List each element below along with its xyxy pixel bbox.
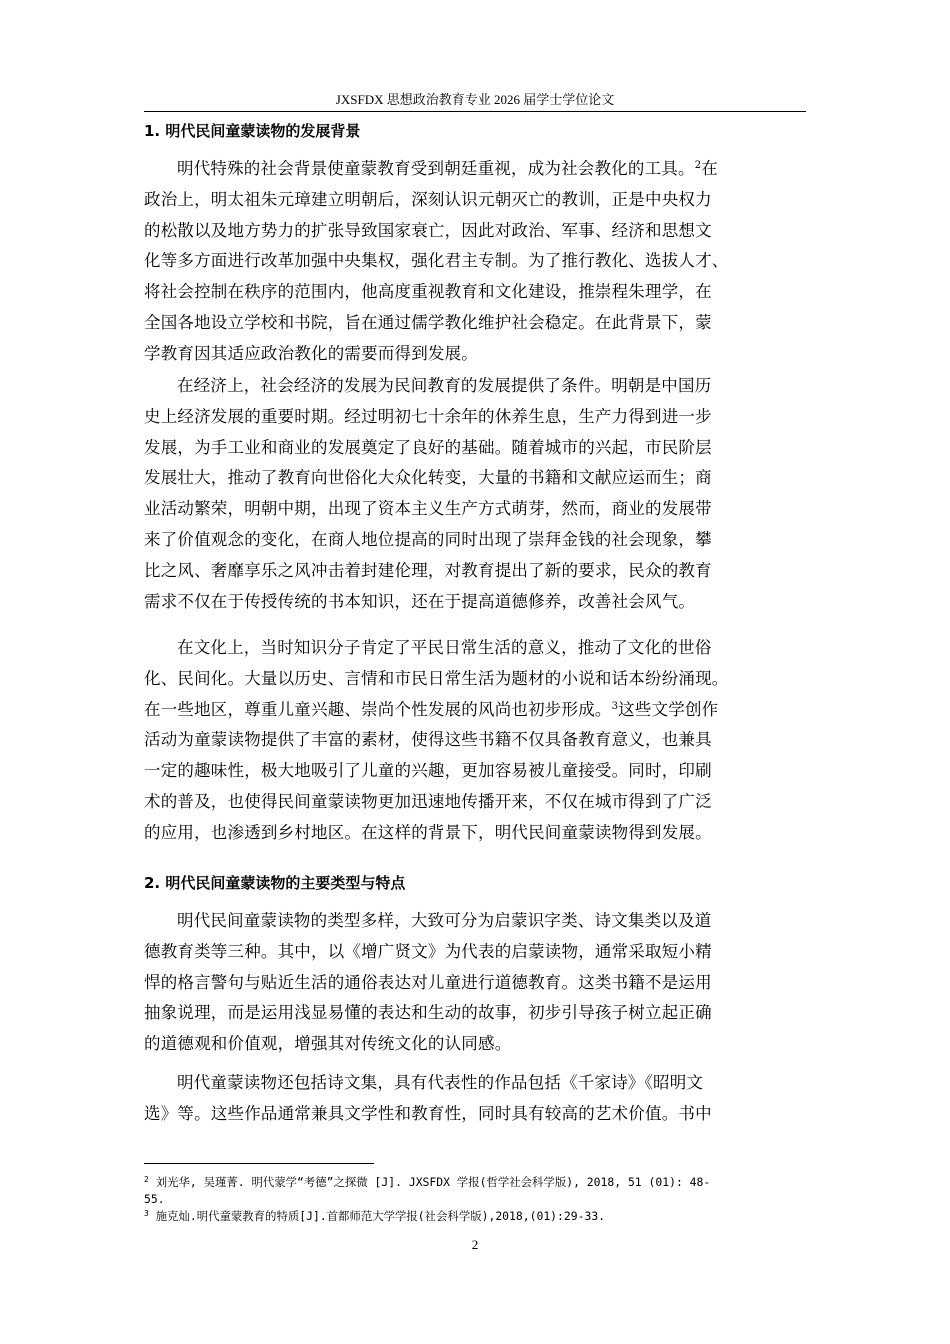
paragraph-line: 的道德观和价值观，增强其对传统文化的认同感。 bbox=[144, 1034, 512, 1054]
paragraph-line: 将社会控制在秩序的范围内，他高度重视教育和文化建设，推崇程朱理学，在 bbox=[144, 282, 712, 302]
footnote-2: $^2$ 刘光华, 吴瑾菁. 明代蒙学“考德”之探微 [J]. JXSFDX 学报(哲学社会科学版), 2018, 51 (01): 48- bbox=[144, 1175, 711, 1189]
paragraph bbox=[144, 371, 806, 617]
paragraph-line: 业活动繁荣，明朝中期，出现了资本主义生产方式萌芽，然而，商业的发展带 bbox=[144, 499, 712, 519]
running-header: JXSFDX 思想政治教育专业 2026 届学士学位论文 bbox=[335, 92, 615, 107]
paragraph-line: 在文化上，当时知识分子肯定了平民日常生活的意义，推动了文化的世俗 bbox=[177, 638, 712, 657]
paragraph-line: 德教育类等三种。其中，以《增广贤文》为代表的启蒙读物，通常采取短小精 bbox=[144, 941, 712, 961]
footnote-separator bbox=[144, 1163, 374, 1164]
page-number: 2 bbox=[471, 1237, 479, 1252]
paragraph-line: 抽象说理，而是运用浅显易懂的表达和生动的故事，初步引导孩子树立起正确 bbox=[144, 1003, 712, 1023]
paragraph bbox=[144, 154, 806, 370]
section-heading-1: 1. 明代民间童蒙读物的发展背景 bbox=[144, 122, 361, 140]
paragraph-line: 悍的格言警句与贴近生活的通俗表达对儿童进行道德教育。这类书籍不是运用 bbox=[144, 972, 712, 992]
paragraph-line: 的应用，也渗透到乡村地区。在这样的背景下，明代民间童蒙读物得到发展。 bbox=[144, 822, 712, 842]
paragraph-line: 在一些地区，尊重儿童兴趣、崇尚个性发展的风尚也初步形成。$^3$这些文学创作 bbox=[144, 699, 719, 719]
footnote-3: $^3$ 施克灿.明代童蒙教育的特质[J].首都师范大学学报(社会科学版),2018,(01):29-33. bbox=[144, 1209, 606, 1223]
paragraph-line: 化等多方面进行改革加强中央集权，强化君主专制。为了推行教化、选拔人才、 bbox=[144, 251, 729, 271]
paragraph-line: 活动为童蒙读物提供了丰富的素材，使得这些书籍不仅具备教育意义，也兼具 bbox=[144, 730, 712, 750]
paragraph-line: 全国各地设立学校和书院，旨在通过儒学教化维护社会稳定。在此背景下，蒙 bbox=[144, 312, 712, 332]
paragraph-line: 选》等。这些作品通常兼具文学性和教育性，同时具有较高的艺术价值。书中 bbox=[144, 1103, 712, 1123]
paragraph-line: 比之风、奢靡享乐之风冲击着封建伦理，对教育提出了新的要求，民众的教育 bbox=[144, 560, 712, 580]
paragraph-line: 在经济上，社会经济的发展为民间教育的发展提供了条件。明朝是中国历 bbox=[177, 376, 712, 395]
paragraph-line: 史上经济发展的重要时期。经过明初七十余年的休养生息，生产力得到进一步 bbox=[144, 406, 712, 426]
paragraph-line: 明代童蒙读物还包括诗文集，具有代表性的作品包括《千家诗》《昭明文 bbox=[177, 1073, 704, 1092]
paragraph bbox=[144, 1068, 806, 1130]
paragraph-line: 来了价值观念的变化，在商人地位提高的同时出现了崇拜金钱的社会现象，攀 bbox=[144, 529, 712, 549]
paragraph-line: 发展壮大，推动了教育向世俗化大众化转变，大量的书籍和文献应运而生；商 bbox=[144, 468, 712, 488]
section-heading-2: 2. 明代民间童蒙读物的主要类型与特点 bbox=[144, 874, 406, 892]
paragraph-line: 一定的趣味性，极大地吸引了儿童的兴趣，更加容易被儿童接受。同时，印刷 bbox=[144, 761, 712, 781]
footnotes bbox=[144, 1174, 806, 1225]
paragraph-line: 政治上，明太祖朱元璋建立明朝后，深刻认识元朝灭亡的教训，正是中央权力 bbox=[144, 189, 712, 209]
paragraph-line: 明代特殊的社会背景使童蒙教育受到朝廷重视，成为社会教化的工具。$^2$在 bbox=[177, 159, 718, 178]
paragraph-line: 学教育因其适应政治教化的需要而得到发展。 bbox=[144, 343, 478, 363]
header-rule bbox=[144, 111, 806, 112]
footnote-ref: 2 bbox=[694, 160, 702, 171]
footnote-2-continued: 55. bbox=[144, 1192, 165, 1206]
footnote-ref: 3 bbox=[611, 700, 619, 712]
paragraph-line: 术的普及，也使得民间童蒙读物更加迅速地传播开来，不仅在城市得到了广泛 bbox=[144, 791, 712, 811]
paragraph-line: 明代民间童蒙读物的类型多样，大致可分为启蒙识字类、诗文集类以及道 bbox=[177, 911, 712, 930]
paragraph bbox=[144, 633, 806, 849]
paragraph-line: 化、民间化。大量以历史、言情和市民日常生活为题材的小说和话本纷纷涌现。 bbox=[144, 668, 729, 688]
paragraph-line: 需求不仅在于传授传统的书本知识，还在于提高道德修养，改善社会风气。 bbox=[144, 591, 696, 611]
paragraph bbox=[144, 906, 806, 1060]
paragraph-line: 发展，为手工业和商业的发展奠定了良好的基础。随着城市的兴起，市民阶层 bbox=[144, 437, 712, 457]
paragraph-line: 的松散以及地方势力的扩张导致国家衰亡，因此对政治、军事、经济和思想文 bbox=[144, 220, 712, 240]
